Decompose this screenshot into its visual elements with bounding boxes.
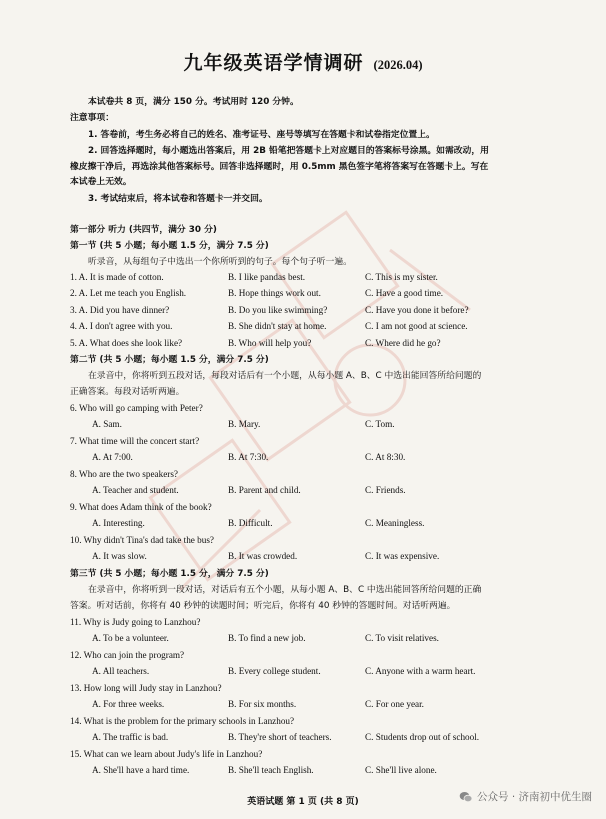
q7-stem: 7. What time will the concert start? bbox=[70, 436, 200, 446]
q5-option-a: 5. A. What does she look like? bbox=[70, 338, 183, 348]
q2-option-c: C. Have a good time. bbox=[365, 288, 444, 298]
wechat-watermark bbox=[459, 789, 592, 804]
wechat-account-label: 公众号 · 济南初中优生圈 bbox=[476, 791, 592, 803]
q12-option-b: B. Every college student. bbox=[228, 666, 321, 676]
section3-title: 第三节 (共 5 小题；每小题 1.5 分，满分 7.5 分) bbox=[70, 569, 269, 579]
q1-option-a: 1. A. It is made of cotton. bbox=[70, 272, 164, 282]
q4-option-c: C. I am not good at science. bbox=[365, 321, 468, 331]
q15-option-b: B. She'll teach English. bbox=[228, 765, 314, 775]
exam-title bbox=[0, 48, 606, 75]
q10-option-a: A. It was slow. bbox=[92, 551, 147, 561]
q14-option-c: C. Students drop out of school. bbox=[365, 732, 480, 742]
q4-option-a: 4. A. I don't agree with you. bbox=[70, 321, 173, 331]
q10-option-b: B. It was crowded. bbox=[228, 551, 298, 561]
q14-option-a: A. The traffic is bad. bbox=[92, 732, 169, 742]
q13-option-a: A. For three weeks. bbox=[92, 699, 165, 709]
q1-option-c: C. This is my sister. bbox=[365, 272, 438, 282]
q9-stem: 9. What does Adam think of the book? bbox=[70, 502, 212, 512]
q8-option-c: C. Friends. bbox=[365, 485, 406, 495]
section2-instructions-cont: 正确答案。每段对话听两遍。 bbox=[70, 387, 185, 397]
watermark-stamp bbox=[140, 210, 520, 630]
q10-stem: 10. Why didn't Tina's dad take the bus? bbox=[70, 535, 215, 545]
q3-option-c: C. Have you done it before? bbox=[365, 305, 469, 315]
q10-option-c: C. It was expensive. bbox=[365, 551, 440, 561]
q6-option-b: B. Mary. bbox=[228, 419, 261, 429]
q7-option-b: B. At 7:30. bbox=[228, 452, 269, 462]
q11-stem: 11. Why is Judy going to Lanzhou? bbox=[70, 617, 201, 627]
title-date: (2026.04) bbox=[373, 58, 423, 72]
q9-option-c: C. Meaningless. bbox=[365, 518, 425, 528]
wechat-icon bbox=[459, 790, 473, 804]
q12-option-c: C. Anyone with a warm heart. bbox=[365, 666, 476, 676]
q8-option-b: B. Parent and child. bbox=[228, 485, 301, 495]
q15-option-c: C. She'll live alone. bbox=[365, 765, 437, 775]
q1-option-b: B. I like pandas best. bbox=[228, 272, 306, 282]
notice-item-1: 1. 答卷前，考生务必将自己的姓名、准考证号、座号等填写在答题卡和试卷指定位置上。 bbox=[88, 130, 435, 140]
section2-title: 第二节 (共 5 小题；每小题 1.5 分，满分 7.5 分) bbox=[70, 355, 269, 365]
q2-option-b: B. Hope things work out. bbox=[228, 288, 321, 298]
q12-stem: 12. Who can join the program? bbox=[70, 650, 185, 660]
notice-heading: 注意事项： bbox=[70, 113, 114, 123]
section1-instructions: 听录音，从每组句子中选出一个你所听到的句子。每个句子听一遍。 bbox=[88, 257, 352, 267]
q14-stem: 14. What is the problem for the primary schools in Lanzhou? bbox=[70, 716, 295, 726]
q13-stem: 13. How long will Judy stay in Lanzhou? bbox=[70, 683, 222, 693]
q11-option-b: B. To find a new job. bbox=[228, 633, 306, 643]
q9-option-b: B. Difficult. bbox=[228, 518, 273, 528]
q5-option-b: B. Who will help you? bbox=[228, 338, 312, 348]
section3-instructions-cont: 答案。听对话前，你将有 40 秒钟的读题时间；听完后，你将有 40 秒钟的答题时间。对话听两遍。 bbox=[70, 601, 456, 611]
section1-title: 第一节 (共 5 小题；每小题 1.5 分，满分 7.5 分) bbox=[70, 241, 269, 251]
q7-option-a: A. At 7:00. bbox=[92, 452, 133, 462]
notice-intro: 本试卷共 8 页，满分 150 分。考试用时 120 分钟。 bbox=[88, 97, 299, 107]
q9-option-a: A. Interesting. bbox=[92, 518, 145, 528]
q13-option-c: C. For one year. bbox=[365, 699, 424, 709]
q6-option-c: C. Tom. bbox=[365, 419, 395, 429]
q2-option-a: 2. A. Let me teach you English. bbox=[70, 288, 187, 298]
notice-item-2-end: 本试卷上无效。 bbox=[70, 177, 132, 187]
notice-item-3: 3. 考试结束后，将本试卷和答题卡一并交回。 bbox=[88, 194, 268, 204]
q3-option-b: B. Do you like swimming? bbox=[228, 305, 328, 315]
q6-stem: 6. Who will go camping with Peter? bbox=[70, 403, 203, 413]
notice-item-2: 2. 回答选择题时，每小题选出答案后，用 2B 铅笔把答题卡上对应题目的答案标号涂黑。如需改动，用 bbox=[88, 146, 489, 156]
notice-item-2-cont: 橡皮擦干净后，再选涂其他答案标号。回答非选择题时，用 0.5mm 黑色签字笔将答案写在答题卡上。写在 bbox=[70, 162, 489, 172]
section2-instructions: 在录音中，你将听到五段对话，每段对话后有一个小题，从每小题 A、B、C 中选出能回答所给问题的 bbox=[88, 371, 482, 381]
q4-option-b: B. She didn't stay at home. bbox=[228, 321, 327, 331]
q11-option-a: A. To be a volunteer. bbox=[92, 633, 169, 643]
q12-option-a: A. All teachers. bbox=[92, 666, 150, 676]
section3-instructions: 在录音中，你将听到一段对话，对话后有五个小题，从每小题 A、B、C 中选出能回答所给问题的正确 bbox=[88, 585, 482, 595]
q14-option-b: B. They're short of teachers. bbox=[228, 732, 332, 742]
q8-stem: 8. Who are the two speakers? bbox=[70, 469, 178, 479]
page-footer: 英语试题 第 1 页 (共 8 页) bbox=[247, 797, 359, 807]
q8-option-a: A. Teacher and student. bbox=[92, 485, 179, 495]
title-text: 九年级英语学情调研 bbox=[183, 52, 364, 74]
q5-option-c: C. Where did he go? bbox=[365, 338, 441, 348]
q11-option-c: C. To visit relatives. bbox=[365, 633, 439, 643]
part1-title: 第一部分 听力 (共四节，满分 30 分) bbox=[70, 225, 217, 235]
q3-option-a: 3. A. Did you have dinner? bbox=[70, 305, 170, 315]
q13-option-b: B. For six months. bbox=[228, 699, 297, 709]
q7-option-c: C. At 8:30. bbox=[365, 452, 406, 462]
q15-stem: 15. What can we learn about Judy's life in Lanzhou? bbox=[70, 749, 263, 759]
q6-option-a: A. Sam. bbox=[92, 419, 122, 429]
q15-option-a: A. She'll have a hard time. bbox=[92, 765, 190, 775]
